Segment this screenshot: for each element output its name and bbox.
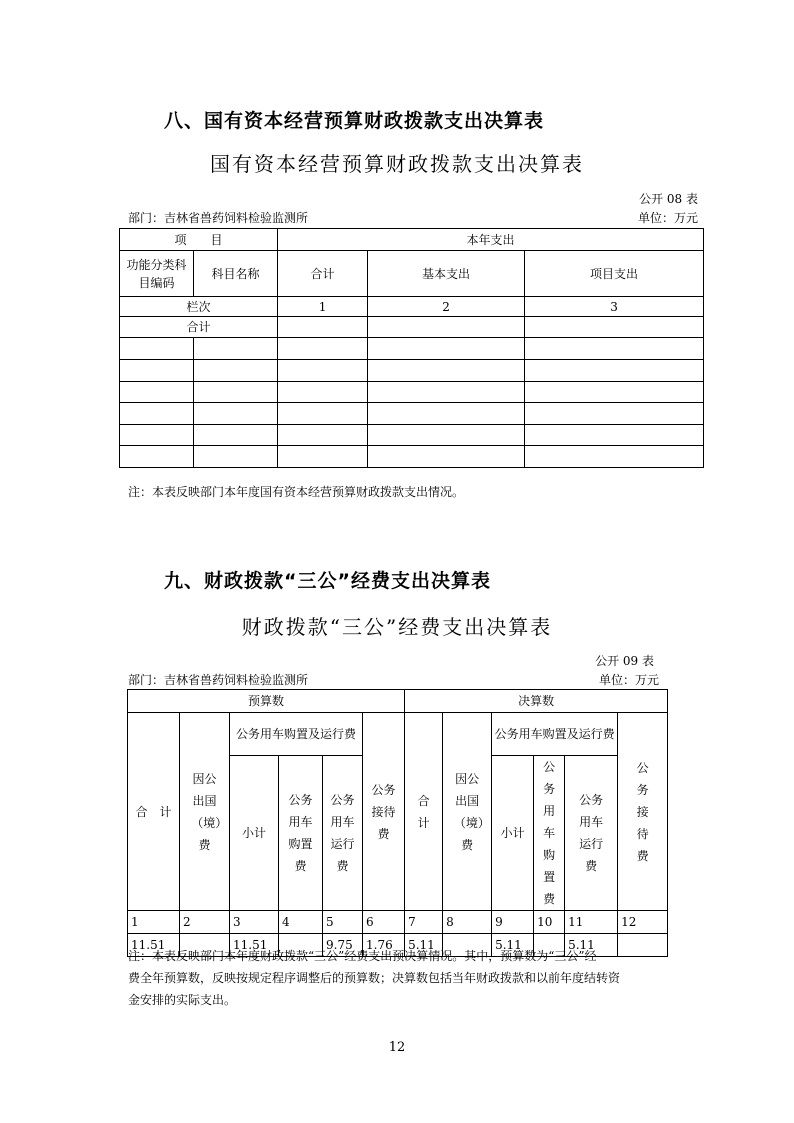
section9-table [127, 689, 668, 957]
row-total-label: 合计 [120, 317, 278, 338]
header-function-code: 功能分类科目编码 [120, 251, 194, 297]
column-number-cell: 2 [180, 911, 230, 934]
header-final-subtotal: 小计 [492, 756, 534, 911]
column-number-cell: 3 [230, 911, 279, 934]
value-cell: 9.75 [323, 934, 363, 957]
table-row [120, 338, 704, 360]
value-cell: 5.11 [492, 934, 534, 957]
header-final-reception: 公务接待费 [618, 713, 668, 911]
value-cell: 1.76 [363, 934, 405, 957]
header-final-vehicle-purchase: 公务用车购置费 [534, 756, 565, 911]
header-item: 项 目 [120, 229, 278, 251]
header-final-vehicle-operation: 公务用车运行费 [565, 756, 618, 911]
section8-unit: 单位：万元 [637, 211, 698, 225]
header-budget-vehicle: 公务用车购置及运行费 [230, 713, 363, 756]
section8-heading: 八、国有资本经营预算财政拨款支出决算表 [164, 110, 545, 132]
header-basic-expense: 基本支出 [368, 251, 525, 297]
header-total: 合计 [278, 251, 368, 297]
section9-note [128, 945, 673, 1011]
table-cell [278, 317, 368, 338]
header-budget-subtotal: 小计 [230, 756, 279, 911]
table-row [120, 360, 704, 382]
header-final-total: 合计 [405, 713, 443, 911]
header-budget-reception: 公务接待费 [363, 713, 405, 911]
column-number-cell: 9 [492, 911, 534, 934]
column-number-cell: 12 [618, 911, 668, 934]
column-number-row [128, 911, 668, 934]
section8-department: 部门：吉林省兽药饲料检验监测所 [128, 211, 309, 225]
section9-table-number: 公开 09 表 [595, 654, 654, 668]
column-number-cell: 6 [363, 911, 405, 934]
header-final-vehicle: 公务用车购置及运行费 [492, 713, 618, 756]
table-cell [368, 317, 525, 338]
column-number-1: 1 [278, 297, 368, 317]
value-cell: 5.11 [405, 934, 443, 957]
header-budget-vehicle-operation: 公务用车运行费 [323, 756, 363, 911]
column-number-cell: 5 [323, 911, 363, 934]
header-final-abroad: 因公出国（境）费 [443, 713, 492, 911]
value-cell: 11.51 [128, 934, 180, 957]
section9-note-line: 注：本表反映部门本年度财政拨款“三公”经费支出预决算情况。其中，预算数为“三公”经 [128, 949, 597, 963]
header-budget-vehicle-purchase: 公务用车购置费 [279, 756, 323, 911]
page-number: 12 [388, 1040, 406, 1055]
section9-department: 部门：吉林省兽药饲料检验监测所 [128, 673, 309, 687]
header-budget-abroad: 因公出国（境）费 [180, 713, 230, 911]
section8-table-title: 国有资本经营预算财政拨款支出决算表 [210, 152, 584, 176]
table-row [120, 425, 704, 446]
section8-table [119, 228, 704, 468]
table-cell [525, 317, 704, 338]
table-row [120, 446, 704, 468]
header-budget-total: 合 计 [128, 713, 180, 911]
value-cell: 5.11 [565, 934, 618, 957]
header-project-expense: 项目支出 [525, 251, 704, 297]
column-number-cell: 4 [279, 911, 323, 934]
column-number-cell: 8 [443, 911, 492, 934]
header-column-sequence: 栏次 [120, 297, 278, 317]
column-number-cell: 7 [405, 911, 443, 934]
table-row [120, 382, 704, 403]
header-current-expense: 本年支出 [278, 229, 704, 251]
section8-table-number: 公开 08 表 [639, 192, 698, 206]
section9-note-line: 金安排的实际支出。 [128, 993, 237, 1007]
value-cell: 11.51 [230, 934, 279, 957]
column-number-2: 2 [368, 297, 525, 317]
section8-note: 注：本表反映部门本年度国有资本经营预算财政拨款支出情况。 [128, 485, 465, 499]
section9-unit: 单位：万元 [598, 673, 659, 687]
header-final: 决算数 [405, 690, 668, 713]
table-row [120, 403, 704, 425]
header-budget: 预算数 [128, 690, 405, 713]
section9-table-title: 财政拨款“三公”经费支出决算表 [241, 615, 553, 639]
section9-heading: 九、财政拨款“三公”经费支出决算表 [164, 570, 491, 592]
column-number-cell: 1 [128, 911, 180, 934]
column-number-cell: 10 [534, 911, 565, 934]
column-number-cell: 11 [565, 911, 618, 934]
header-subject-name: 科目名称 [194, 251, 278, 297]
section9-note-line: 费全年预算数，反映按规定程序调整后的预算数；决算数包括当年财政拨款和以前年度结转资 [128, 971, 621, 985]
column-number-3: 3 [525, 297, 704, 317]
